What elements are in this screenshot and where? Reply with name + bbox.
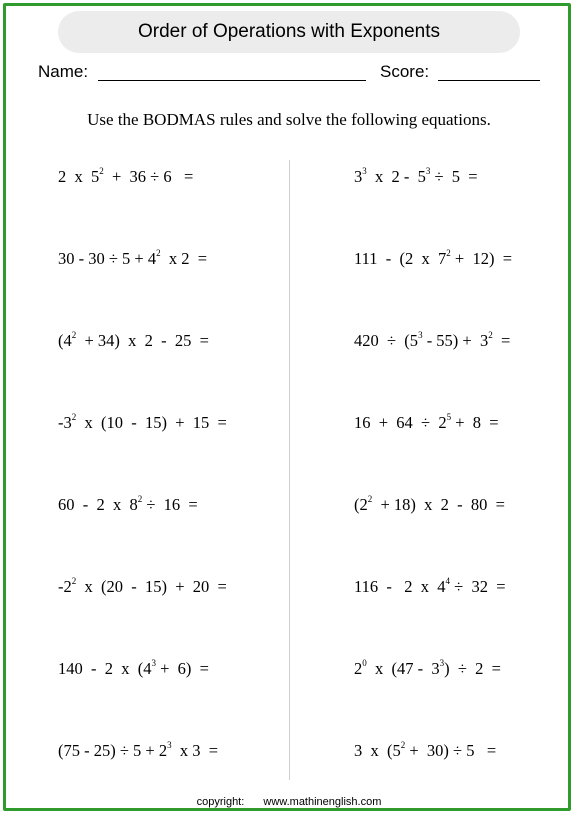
expression-text: 2	[354, 659, 363, 678]
expression-text: 116 - 2 x 4	[354, 577, 446, 596]
name-label: Name:	[38, 62, 89, 81]
problem-right-3	[354, 331, 510, 351]
expression-text: x 2 - 5	[366, 167, 426, 186]
problem-left-7	[58, 659, 209, 679]
expression-text: -2	[58, 577, 72, 596]
expression-text: + 30) ÷ 5 =	[405, 741, 497, 760]
expression-text: x 2 =	[160, 249, 208, 268]
expression-text: ÷ 32 =	[450, 577, 506, 596]
expression-text: 60 - 2 x 8	[58, 495, 138, 514]
problem-right-7	[354, 659, 501, 679]
expression-text: ÷ 16 =	[142, 495, 198, 514]
expression-text: (2	[354, 495, 368, 514]
exponent: 4	[445, 576, 451, 586]
exponent: 3	[425, 166, 431, 176]
website-link: www.mathinenglish.com	[263, 796, 382, 808]
exponent: 3	[151, 658, 156, 668]
worksheet-title	[58, 11, 520, 53]
exponent: 3	[167, 740, 172, 750]
problem-left-1	[58, 167, 193, 187]
exponent: 3	[439, 658, 445, 668]
problem-right-8	[354, 741, 496, 761]
expression-text: -3	[58, 413, 72, 432]
problem-left-8	[58, 741, 218, 761]
expression-text: 16 + 64 ÷ 2	[354, 413, 447, 432]
problem-right-6	[354, 577, 506, 597]
problem-right-5	[354, 495, 505, 515]
expression-text: 30 - 30 ÷ 5 + 4	[58, 249, 157, 268]
exponent: 2	[71, 576, 77, 586]
title-text: Order of Operations with Exponents	[137, 21, 441, 42]
exponent: 2	[488, 330, 493, 340]
exponent: 2	[156, 248, 161, 258]
expression-text: 420 ÷ (5	[354, 331, 419, 350]
expression-text: =	[492, 331, 511, 350]
problem-left-4	[58, 413, 227, 433]
exponent: 2	[71, 330, 77, 340]
expression-text: x (10 - 15) + 15 =	[76, 413, 227, 432]
problem-left-6	[58, 577, 227, 597]
copyright-label: copyright:	[196, 796, 245, 808]
expression-text: ÷ 5 =	[430, 167, 478, 186]
expression-text: 3 x (5	[354, 741, 401, 760]
exponent: 2	[137, 494, 143, 504]
exponent: 2	[367, 494, 373, 504]
footer	[0, 796, 578, 808]
problem-left-3	[58, 331, 209, 351]
expression-text: + 12) =	[450, 249, 512, 268]
exponent: 5	[446, 412, 452, 422]
score-label: Score:	[380, 62, 430, 81]
expression-text: + 36 ÷ 6 =	[103, 167, 194, 186]
exponent: 3	[418, 330, 423, 340]
expression-text: + 8 =	[451, 413, 499, 432]
exponent: 0	[362, 658, 367, 668]
expression-text: x (47 - 3	[366, 659, 440, 678]
score-field-line	[438, 80, 540, 81]
expression-text: 2 x 5	[58, 167, 100, 186]
expression-text: + 18) x 2 - 80 =	[372, 495, 505, 514]
expression-text: x 3 =	[171, 741, 219, 760]
column-divider	[289, 160, 290, 780]
problem-right-2	[354, 249, 512, 269]
exponent: 2	[446, 248, 451, 258]
expression-text: 111 - (2 x 7	[354, 249, 447, 268]
expression-text: - 55) + 3	[422, 331, 489, 350]
expression-text: 140 - 2 x (4	[58, 659, 152, 678]
expression-text: (75 - 25) ÷ 5 + 2	[58, 741, 168, 760]
expression-text: x (20 - 15) + 20 =	[76, 577, 227, 596]
name-score-row	[38, 62, 548, 86]
problem-right-1	[354, 167, 478, 187]
exponent: 3	[362, 166, 367, 176]
expression-text: ) ÷ 2 =	[444, 659, 501, 678]
expression-text: + 34) x 2 - 25 =	[76, 331, 209, 350]
instructions: Use the BODMAS rules and solve the following equations.	[87, 110, 491, 129]
name-field-line	[98, 80, 366, 81]
expression-text: 3	[354, 167, 363, 186]
expression-text: (4	[58, 331, 72, 350]
problem-right-4	[354, 413, 499, 433]
expression-text: + 6) =	[156, 659, 209, 678]
exponent: 2	[99, 166, 104, 176]
exponent: 2	[400, 740, 406, 750]
problem-left-2	[58, 249, 207, 269]
exponent: 2	[71, 412, 77, 422]
problem-left-5	[58, 495, 198, 515]
